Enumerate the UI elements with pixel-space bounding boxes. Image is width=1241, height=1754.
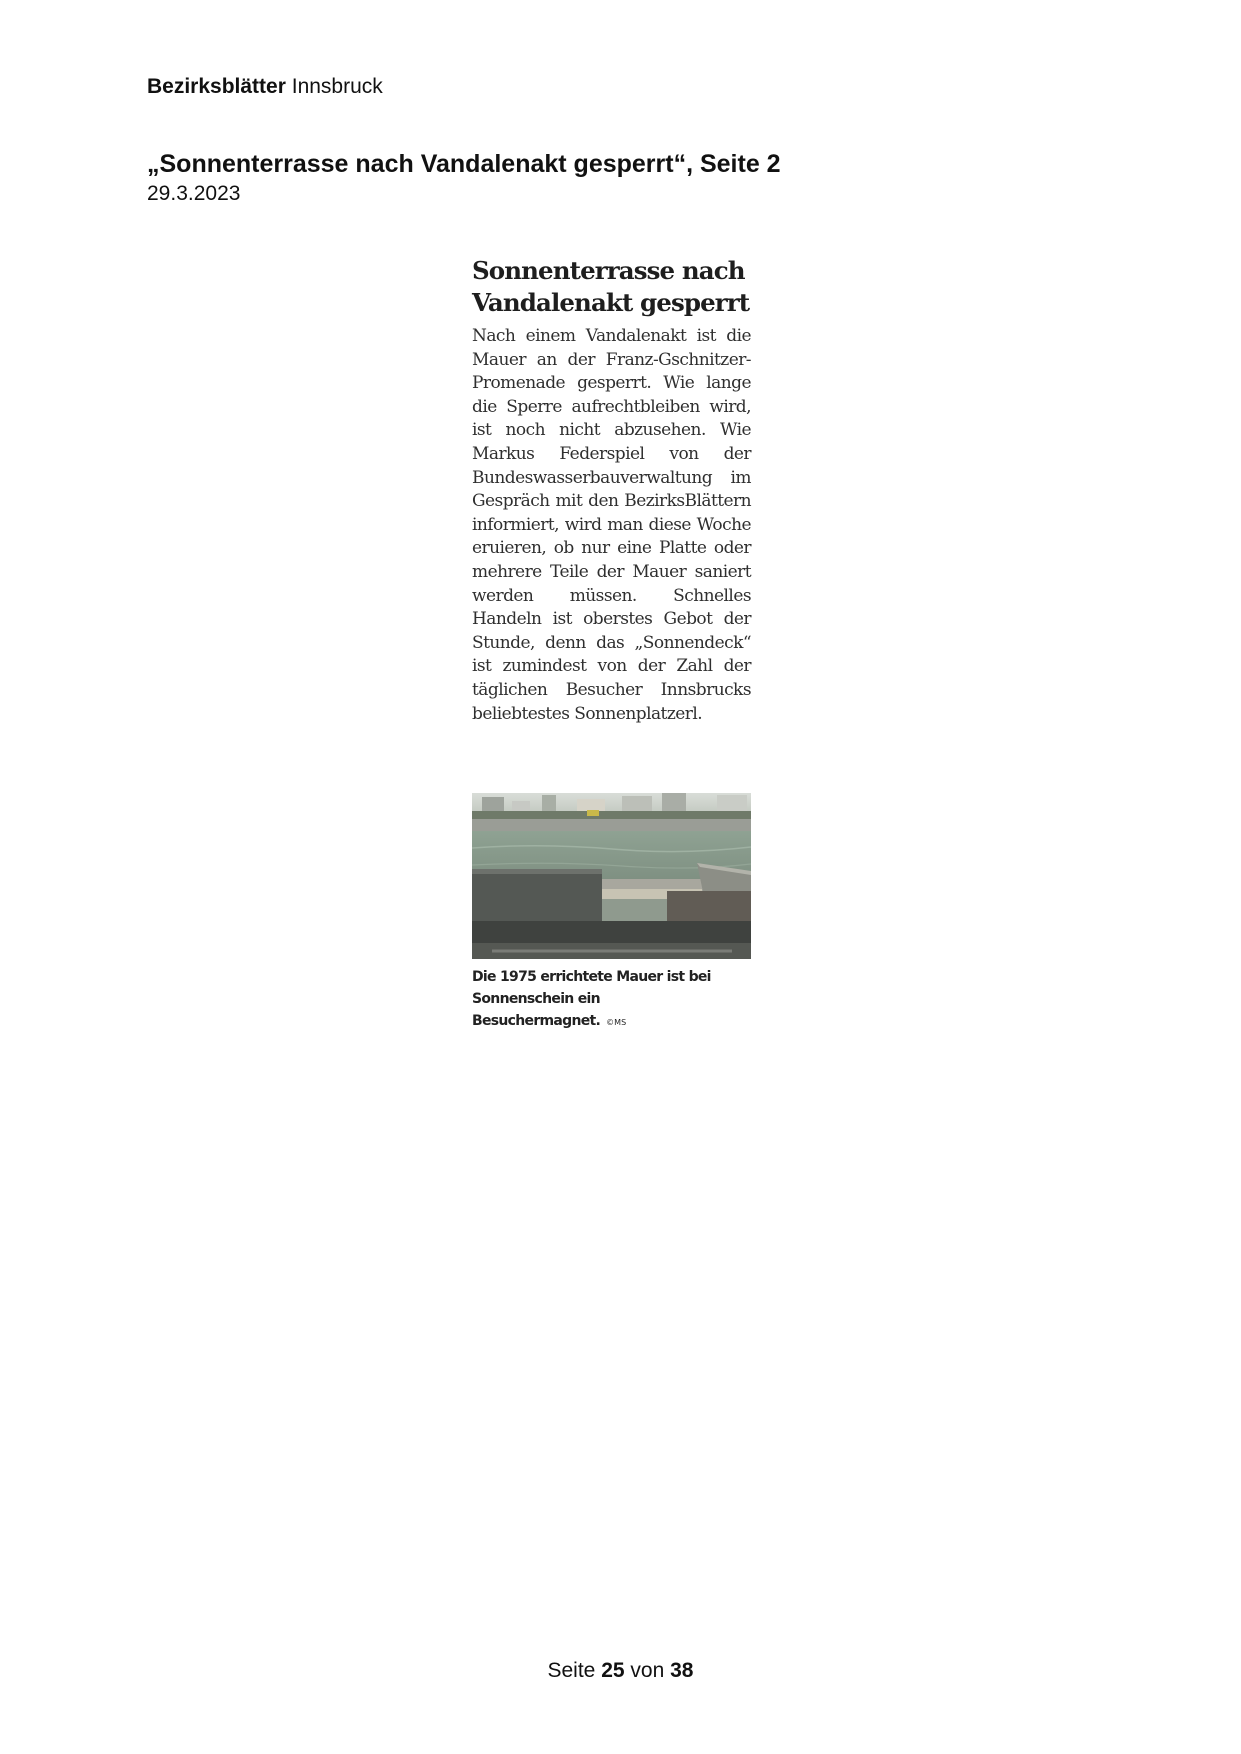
headline-line-1: Sonnenterrasse nach — [472, 256, 745, 285]
document-title: „Sonnenterrasse nach Vandalenakt gesperrt“, Seite 2 — [147, 150, 781, 178]
photo-credit: ©MS — [606, 1018, 627, 1027]
article-headline — [472, 255, 751, 319]
headline-line-2: Vandalenakt gesperrt — [472, 288, 750, 317]
current-page-number: 25 — [601, 1659, 625, 1682]
article-body: Nach einem Vandalenakt ist die Mauer an der Franz-Gschnitzer-Promenade gesperrt. Wie lange die Sperre aufrechtbleiben wird, ist noch nicht abzusehen. Wie Markus Federspiel von der Bundeswasserbauverwaltung im Gespräch mit den BezirksBlättern informiert, wird man diese Woche eruieren, ob nur eine Platte oder mehrere Teile der Mauer saniert werden müssen. Schnelles Handeln ist oberstes Gebot der Stunde, denn das „Sonnendeck“ ist zumindest von der Zahl der täglichen Besucher Innsbrucks beliebtestes Sonnenplatzerl. — [472, 326, 751, 724]
riverside-wall-photo — [472, 793, 751, 959]
photo-caption — [472, 966, 754, 1034]
newspaper-clipping — [472, 255, 751, 726]
publication-name: Bezirksblätter — [147, 75, 286, 98]
footer-separator: von — [630, 1659, 665, 1682]
article-photo — [472, 793, 751, 959]
page-footer — [0, 1658, 1241, 1684]
footer-prefix: Seite — [547, 1659, 596, 1682]
document-date: 29.3.2023 — [147, 182, 241, 205]
publication-region: Innsbruck — [291, 75, 383, 98]
total-page-count: 38 — [670, 1659, 694, 1682]
publication-header — [147, 74, 383, 100]
caption-text: Die 1975 errichtete Mauer ist bei Sonnenschein ein Besuchermagnet. — [472, 969, 711, 1029]
